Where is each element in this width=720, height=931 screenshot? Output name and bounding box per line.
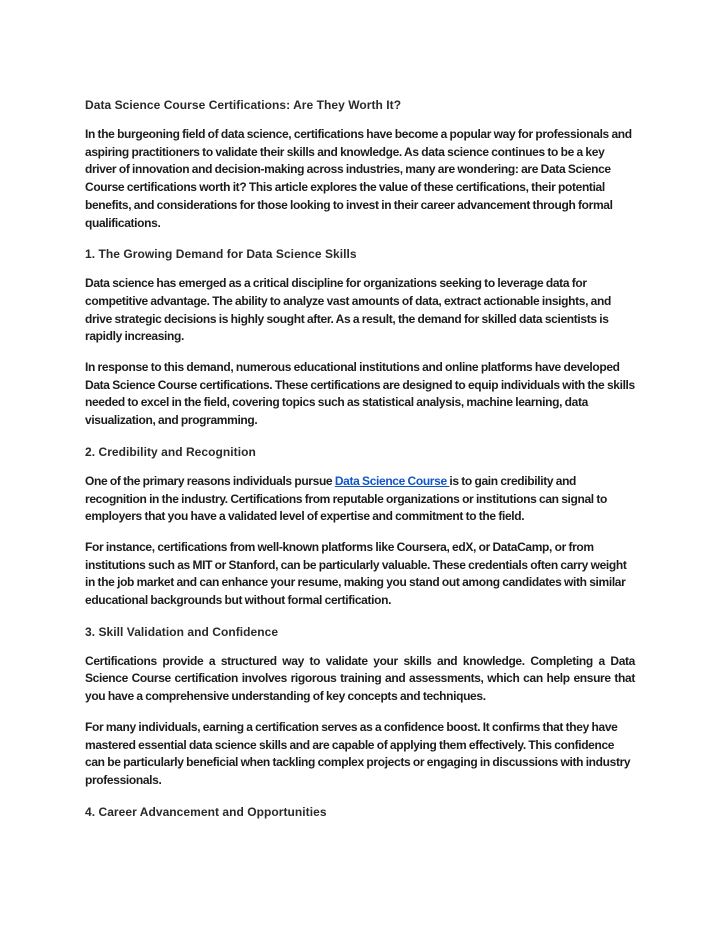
section-3-paragraph-2: For many individuals, earning a certification serves as a confidence boost. It confirms that they have mastered essential data science skills and are capable of applying them effectively. This confidence can be particularly beneficial when tackling complex projects or engaging in discussions with industry professionals. (85, 719, 631, 787)
section-2-paragraph-2: For instance, certifications from well-known platforms like Coursera, edX, or DataCamp, or from institutions such as MIT or Stanford, can be particularly valuable. These credentials often carry weight in the job market and can enhance your resume, making you stand out among candidates with similar educational backgrounds but without formal certification. (85, 539, 627, 608)
section-2-text-after-link: is to gain credibility and recognition in the industry. Certifications from reputable organizations or institutions can signal to employers that you have a validated level of expertise and commitment to the field. (85, 473, 607, 524)
data-science-course-link[interactable]: Data Science Course (334, 473, 450, 488)
section-1-paragraph-2: In response to this demand, numerous educational institutions and online platforms have developed Data Science Course certifications. These certifications are designed to equip individuals with the skills needed to excel in the field, covering topics such as statistical analysis, machine learning, data visualization, and programming. (85, 360, 635, 428)
section-heading-2: 2. Credibility and Recognition (85, 444, 256, 459)
section-heading-1: 1. The Growing Demand for Data Science Skills (85, 247, 357, 262)
document-page (85, 96, 635, 833)
section-heading-3: 3. Skill Validation and Confidence (85, 624, 279, 639)
section-2-paragraph-1 (85, 473, 635, 526)
section-3-paragraph-1: Certifications provide a structured way to validate your skills and knowledge. Completing a Data Science Course certification involves rigorous training and assessments, which can help ensure that you have a comprehensive understanding of key concepts and techniques. (85, 653, 635, 704)
section-heading-4: 4. Career Advancement and Opportunities (85, 804, 327, 819)
intro-paragraph: In the burgeoning field of data science, certifications have become a popular way for professionals and aspiring practitioners to validate their skills and knowledge. As data science continues to be a key driver of innovation and decision-making across industries, many are wondering: are Data Science Course certifications worth it? This article explores the value of these certifications, their potential benefits, and considerations for those looking to invest in their career advancement through formal qualifications. (85, 127, 632, 230)
section-1-paragraph-1: Data science has emerged as a critical discipline for organizations seeking to leverage data for competitive advantage. The ability to analyze vast amounts of data, extract actionable insights, and drive strategic decisions is highly sought after. As a result, the demand for skilled data scientists is rapidly increasing. (85, 276, 611, 344)
section-2-text-before-link: One of the primary reasons individuals pursue (85, 473, 335, 488)
document-title: Data Science Course Certifications: Are They Worth It? (85, 98, 402, 112)
